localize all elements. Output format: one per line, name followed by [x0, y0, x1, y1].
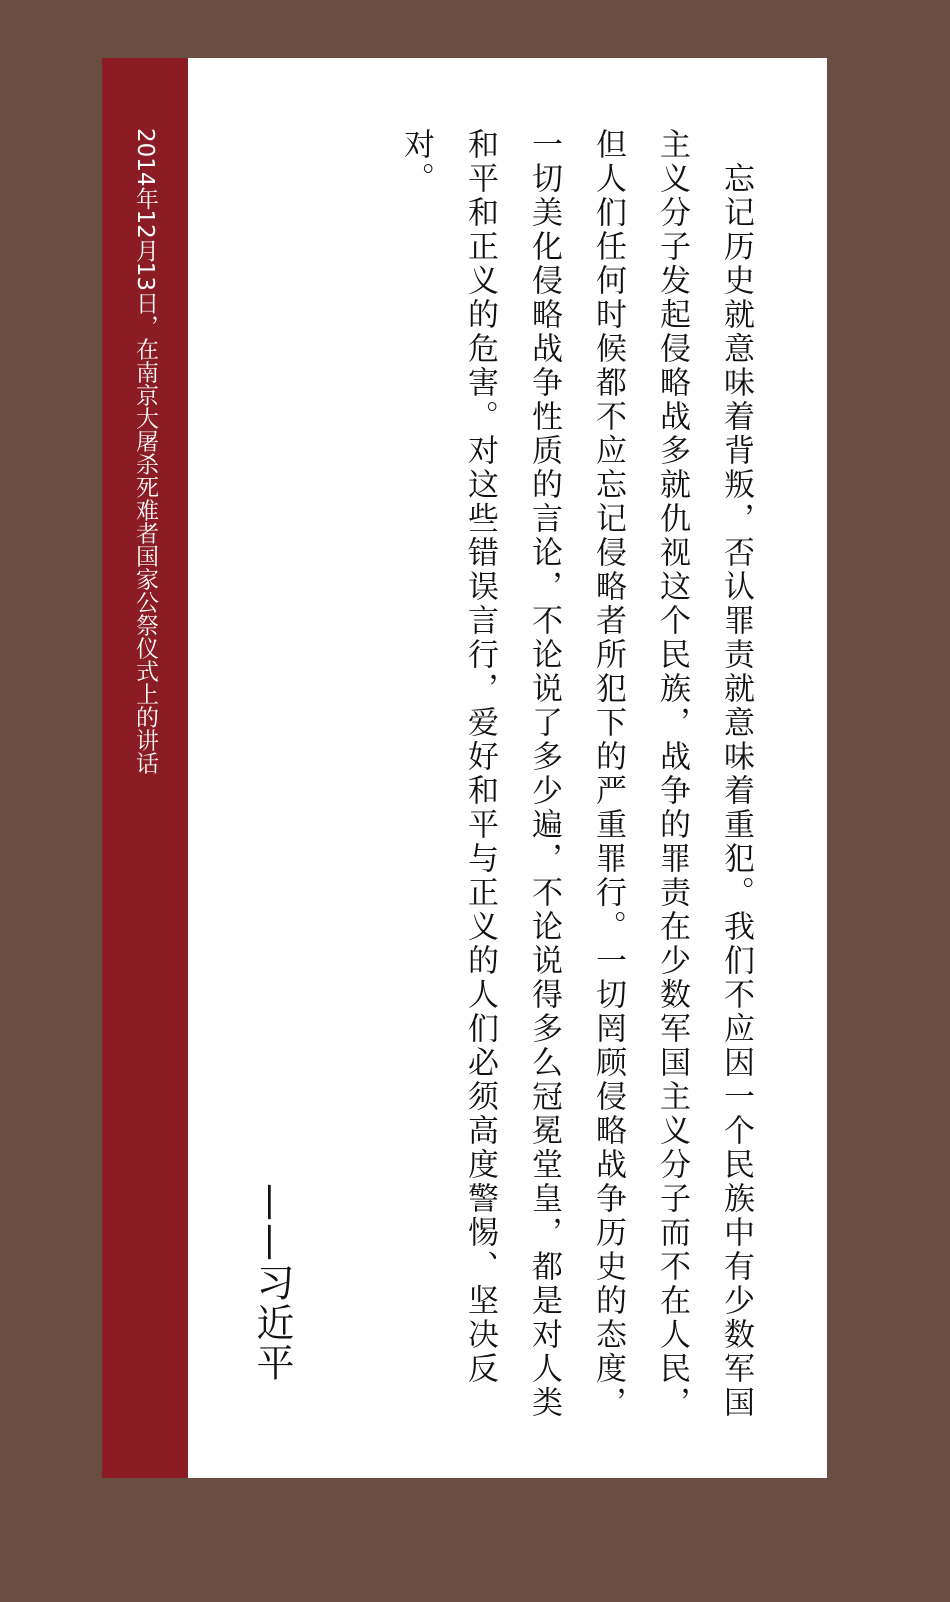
author-signature: ——习近平: [250, 1183, 294, 1383]
quote-text: 忘记历史就意味着背叛，否认罪责就意味着重犯。我们不应因一个民族中有少数军国主义分子发起侵略战多就仇视这个民族，战争的罪责在少数军国主义分子而不在人民，但人们任何时候都不应忘记侵略者所犯下的严重罪行。一切罔顾侵略战争历史的态度，一切美化侵略战争性质的言论，不论说了多少遍，不论说得多么冠冕堂皇，都是对人类和平和正义的危害。对这些错误言行，爱好和平与正义的人们必须高度警惕、坚决反对。: [398, 128, 754, 1420]
content-panel: [102, 58, 827, 1478]
side-bar: [102, 58, 188, 1478]
speech-caption: 2014年12月13日，在南京大屠杀死难者国家公祭仪式上的讲话: [132, 128, 158, 775]
